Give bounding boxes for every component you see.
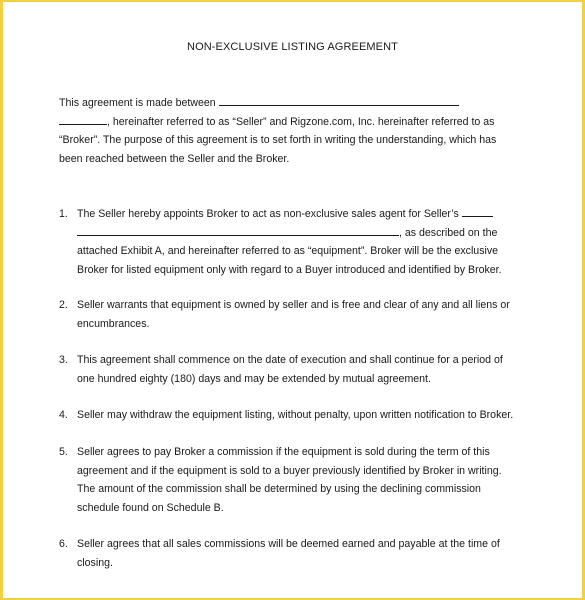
document-page <box>3 2 582 598</box>
intro-paragraph <box>59 94 496 168</box>
clause-1: 1. The Seller hereby appoints Broker to act as non-exclusive sales agent for Seller’s , as described on the attached Exhibit A, and hereinafter referred to as “equipment”. Broker will be the exclusive Broker for listed equipment only with regard to a Buyer introduced and identified by Broker. <box>59 205 502 279</box>
equipment-blank[interactable] <box>462 205 493 217</box>
party-name-blank-continued[interactable] <box>59 113 107 125</box>
clause-2: 2. Seller warrants that equipment is owned by seller and is free and clear of any and all liens or encumbrances. <box>59 296 510 333</box>
clause-4: 4. Seller may withdraw the equipment listing, without penalty, upon written notification to Broker. <box>59 406 513 425</box>
clause-5: 5. Seller agrees to pay Broker a commission if the equipment is sold during the term of this agreement and if the equipment is sold to a buyer previously identified by Broker in writing. The amount of the commission shall be determined by using the declining commission schedule found on Schedule B. <box>59 443 502 517</box>
equipment-description-blank[interactable] <box>77 224 399 236</box>
clause-number: 2. <box>59 299 68 311</box>
intro-line-3: “Broker”. The purpose of this agreement is to set forth in writing the understanding, which has <box>59 134 497 146</box>
clause-6: 6. Seller agrees that all sales commissions will be deemed earned and payable at the time of closing. <box>59 535 500 572</box>
clause-number: 3. <box>59 354 68 366</box>
party-name-blank[interactable] <box>219 94 459 106</box>
intro-line-1: This agreement is made between <box>59 94 496 113</box>
clause-number: 1. <box>59 208 68 220</box>
intro-line-2: , hereinafter referred to as “Seller” and Rigzone.com, Inc. hereinafter referred to as <box>59 113 496 132</box>
intro-line-4: been reached between the Seller and the Broker. <box>59 152 290 165</box>
clause-number: 4. <box>59 409 68 421</box>
document-title: NON-EXCLUSIVE LISTING AGREEMENT <box>187 41 398 53</box>
clause-3: 3. This agreement shall commence on the date of execution and shall continue for a period of one hundred eighty (180) days and may be extended by mutual agreement. <box>59 351 503 388</box>
clause-number: 5. <box>59 446 68 458</box>
clause-number: 6. <box>59 538 68 550</box>
